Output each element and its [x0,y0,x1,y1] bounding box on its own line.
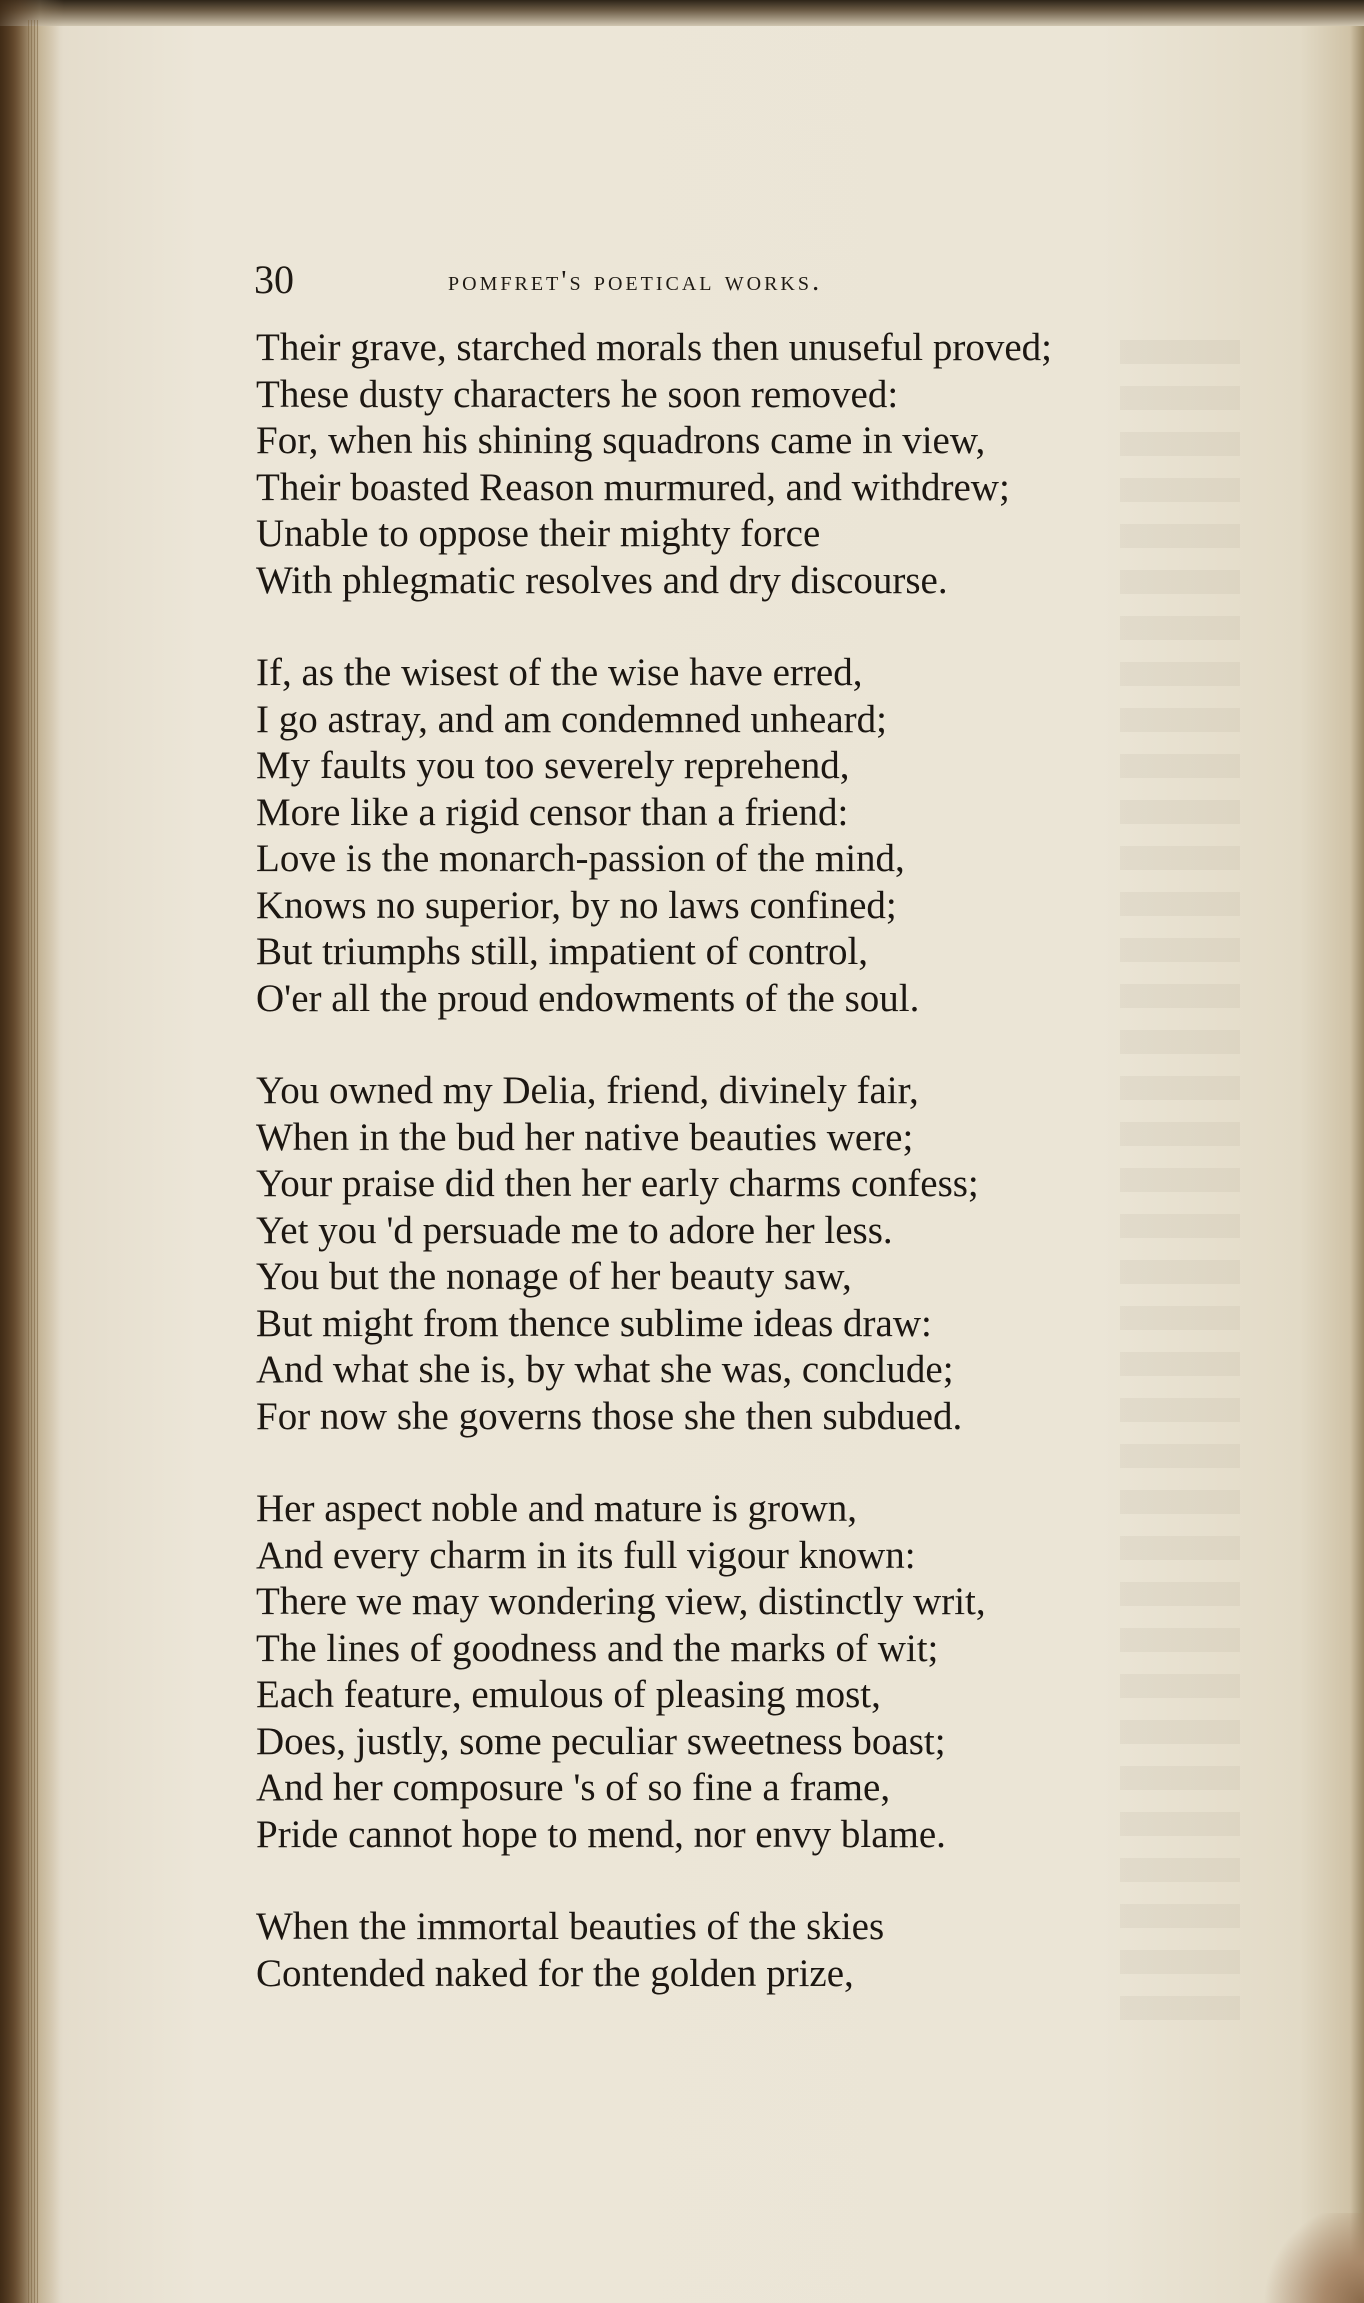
poem-line: And what she is, by what she was, conclude; [256,1348,954,1391]
corner-stain [1254,2213,1364,2303]
poem-line: When in the bud her native beauties were; [256,1115,914,1159]
poem-line: Knows no superior, by no laws confined; [256,883,897,927]
poem-line: These dusty characters he soon removed: [256,372,899,416]
stanza [256,1904,1256,1997]
poem-line: More like a rigid censor than a friend: [256,790,849,834]
poem-line: But might from thence sublime ideas draw: [256,1301,932,1345]
poem-line: Yet you 'd persuade me to adore her less. [256,1208,893,1252]
poem-line: Contended naked for the golden prize, [256,1951,854,1995]
poem-line: For, when his shining squadrons came in view, [256,419,986,462]
poem-line: Each feature, emulous of pleasing most, [256,1673,881,1716]
poem-line: Her aspect noble and mature is grown, [256,1487,858,1530]
poem-line: But triumphs still, impatient of control, [256,930,869,973]
poem-line: For now she governs those she then subdued. [256,1394,963,1438]
poem-line: You but the nonage of her beauty saw, [256,1255,852,1298]
poem-line: With phlegmatic resolves and dry discourse. [256,558,948,602]
poem-line: Their grave, starched morals then unuseful proved; [256,326,1052,369]
page-edges [28,20,38,2303]
poem-line: When the immortal beauties of the skies [256,1905,885,1948]
poem-line: There we may wondering view, distinctly writ, [256,1580,986,1623]
page-top-edge [0,0,1364,26]
poem-line: Unable to oppose their mighty force [256,512,821,555]
stanza [256,325,1256,604]
poem-line: The lines of goodness and the marks of wit; [256,1626,939,1670]
page-header [254,255,1154,305]
poem-line: If, as the wisest of the wise have erred, [256,651,863,694]
poem-line: I go astray, and am condemned unheard; [256,697,887,741]
poem-line: And every charm in its full vigour known: [256,1533,916,1577]
poem-line: Does, justly, some peculiar sweetness boast; [256,1719,946,1763]
poem-line: Their boasted Reason murmured, and withdrew; [256,465,1010,509]
poem-line: Pride cannot hope to mend, nor envy blame. [256,1812,946,1856]
page-number: 30 [254,257,294,302]
poem-line: You owned my Delia, friend, divinely fair, [256,1069,919,1112]
stanza [256,1486,1256,1858]
poem-body [256,325,1256,2043]
poem-line: Your praise did then her early charms confess; [256,1162,979,1205]
poem-line: My faults you too severely reprehend, [256,744,850,787]
poem-line: And her composure 's of so fine a frame, [256,1766,891,1809]
running-head: pomfret's poetical works. [448,265,823,297]
stanza [256,650,1256,1022]
poem-line: O'er all the proud endowments of the soul. [256,976,920,1020]
poem-line: Love is the monarch-passion of the mind, [256,837,905,880]
stanza [256,1068,1256,1440]
